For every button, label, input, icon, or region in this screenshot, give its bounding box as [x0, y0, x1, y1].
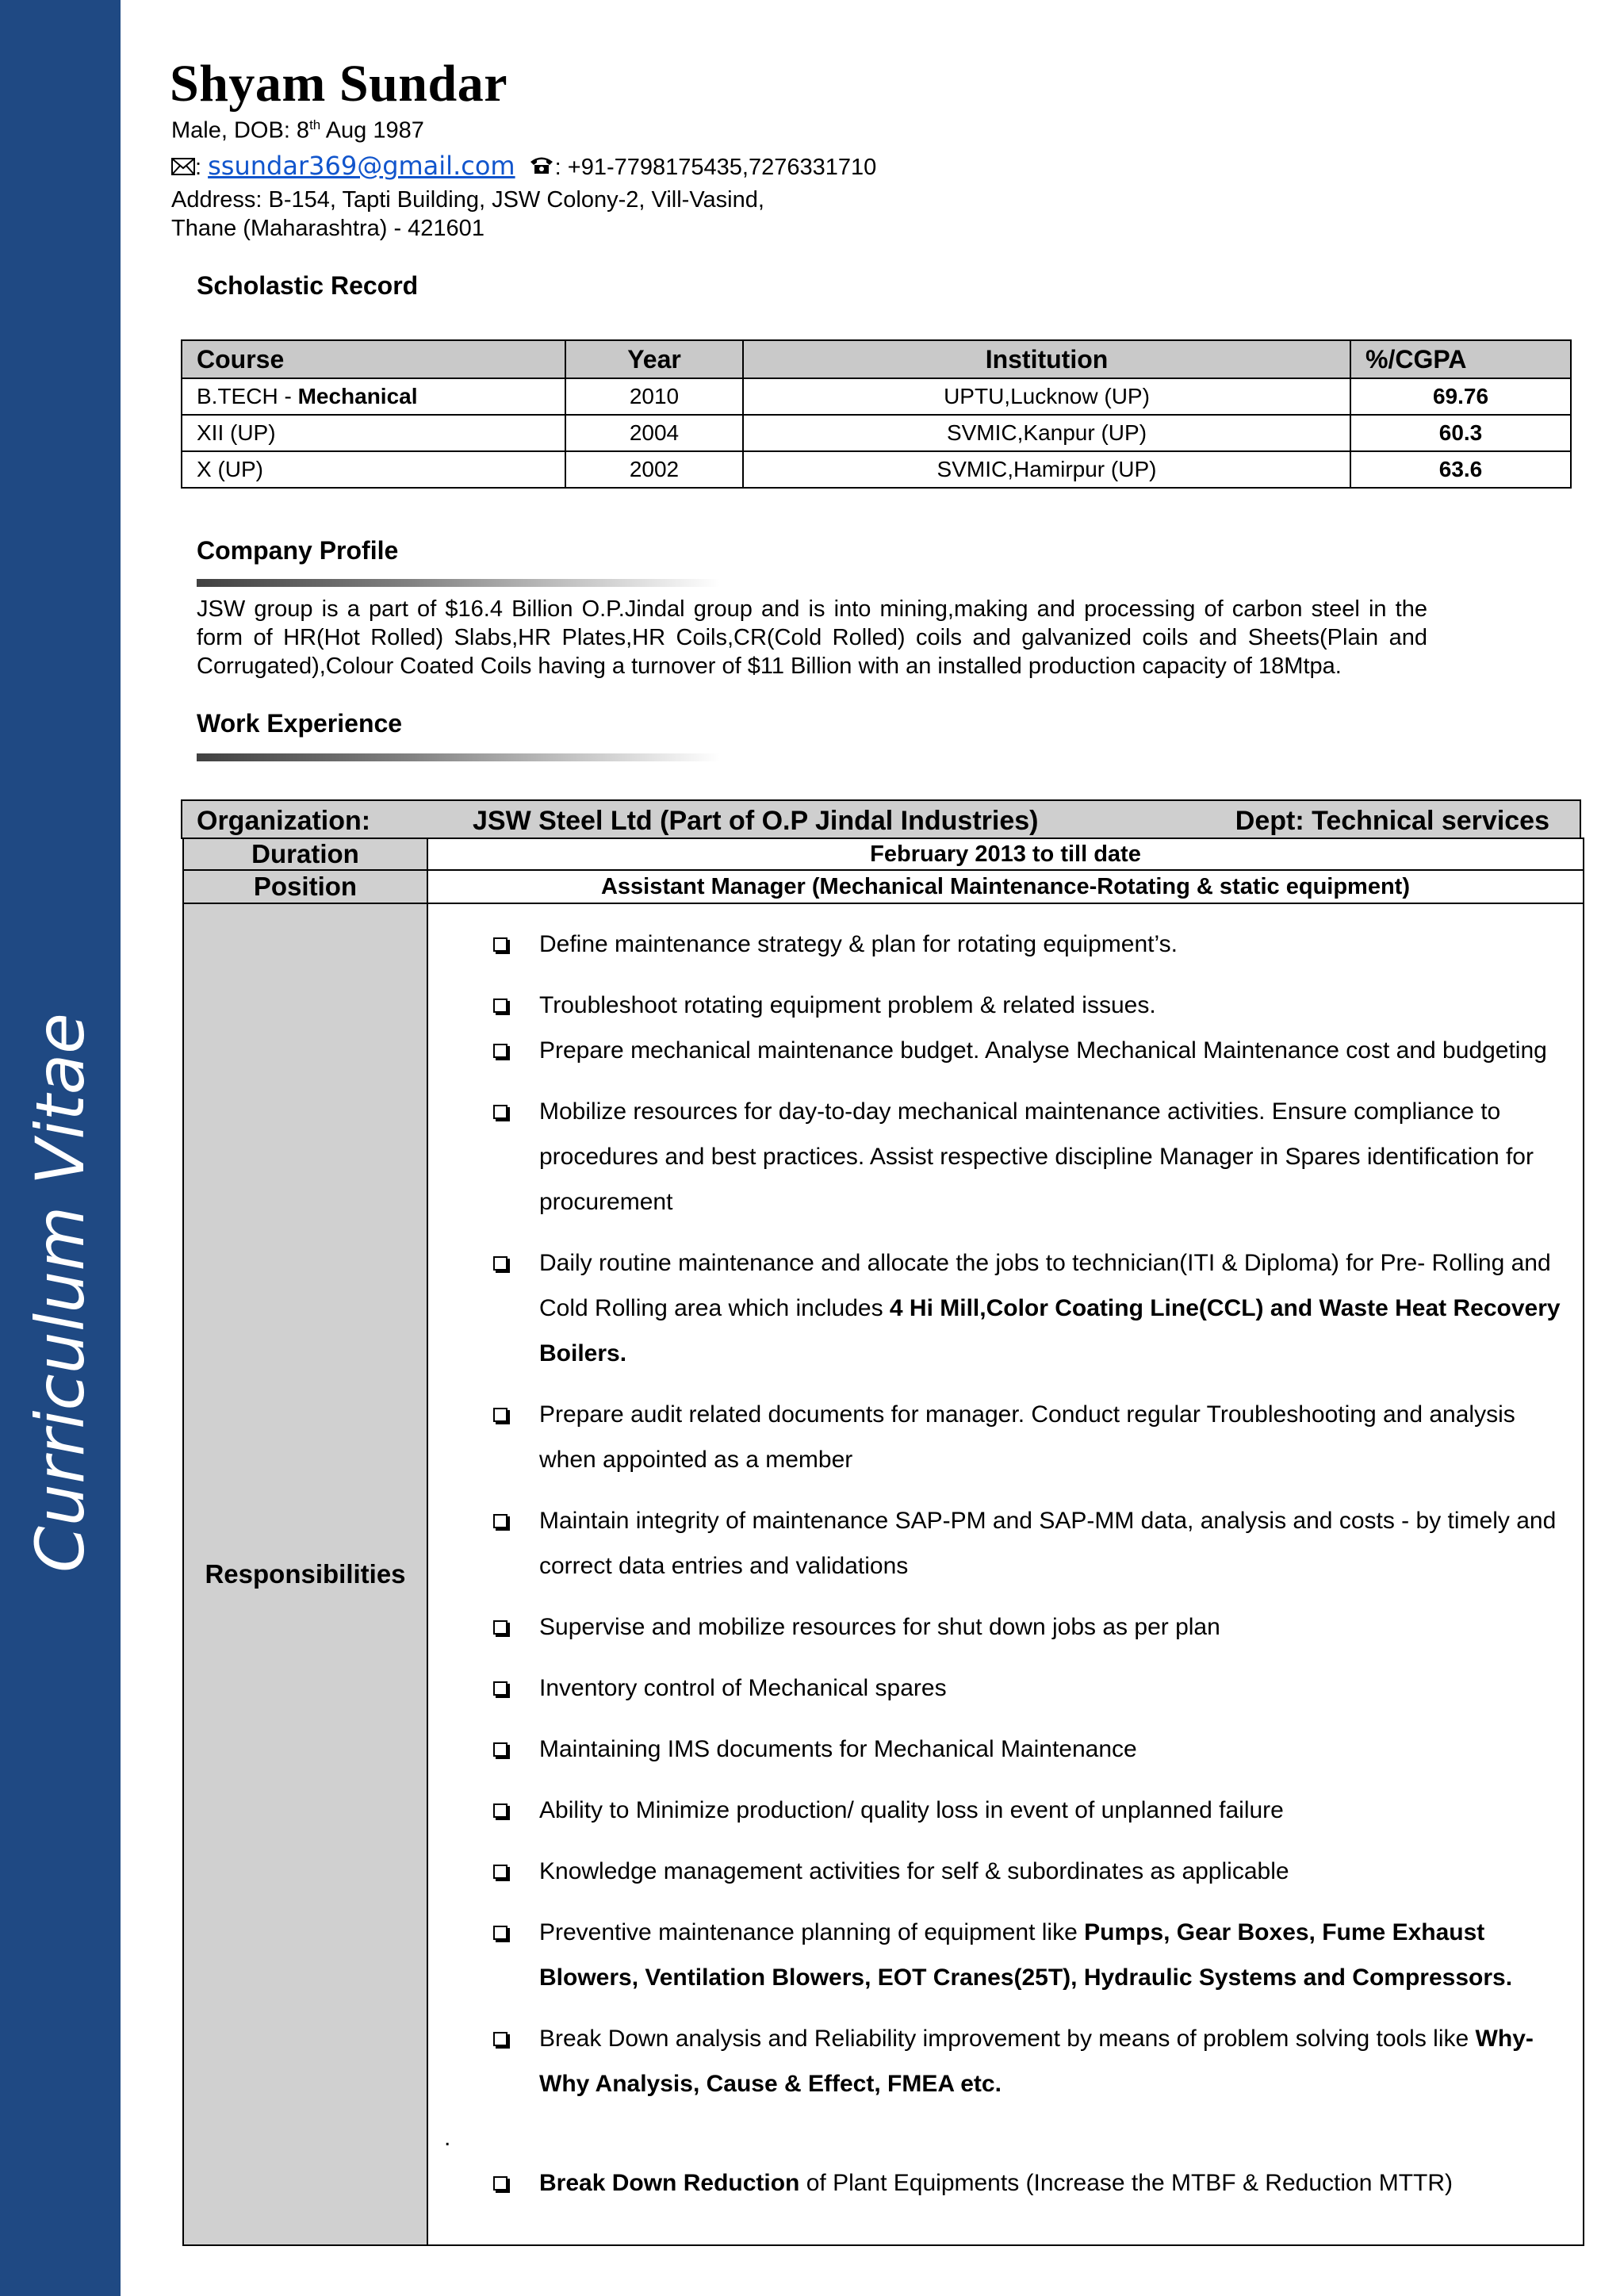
organization-bar: [181, 799, 1581, 839]
contact-line: : ssundar369@gmail.com : +91-7798175435,7276331710: [171, 151, 876, 182]
stray-dot: .: [444, 2125, 451, 2151]
list-item: Break Down Reduction of Plant Equipments (Increase the MTBF & Reduction MTTR): [428, 2160, 1573, 2206]
year-cell: 2010: [565, 378, 743, 415]
list-item: Ability to Minimize production/ quality loss in event of unplanned failure: [428, 1788, 1573, 1833]
duration-value: February 2013 to till date: [427, 838, 1584, 870]
course-cell: X (UP): [182, 451, 565, 488]
list-item: Mobilize resources for day-to-day mechanical maintenance activities. Ensure compliance to procedures and best practices. Assist respective discipline Manager in Spares identification for procurement: [428, 1089, 1573, 1225]
institution-cell: SVMIC,Hamirpur (UP): [743, 451, 1350, 488]
table-header-row: [182, 340, 1571, 378]
position-value: Assistant Manager (Mechanical Maintenance-Rotating & static equipment): [427, 870, 1584, 903]
candidate-name: Shyam Sundar: [170, 55, 508, 113]
section-divider: [197, 753, 720, 761]
org-name: JSW Steel Ltd (Part of O.P Jindal Industries): [473, 806, 1039, 836]
position-row: [183, 870, 1584, 903]
duration-row: [183, 838, 1584, 870]
list-item: Supervise and mobilize resources for shut down jobs as per plan: [428, 1604, 1573, 1650]
responsibilities-row: [183, 903, 1584, 2245]
table-row: [182, 451, 1571, 488]
list-item: Daily routine maintenance and allocate the jobs to technician(ITI & Diploma) for Pre- Rolling and Cold Rolling area which includes 4 Hi Mill,Color Coating Line(CCL) and Waste Heat Recovery Boilers.: [428, 1240, 1573, 1376]
year-cell: 2004: [565, 415, 743, 451]
list-item: Knowledge management activities for self & subordinates as applicable: [428, 1849, 1573, 1894]
list-item: Inventory control of Mechanical spares: [428, 1665, 1573, 1711]
col-year: Year: [565, 340, 743, 378]
department: Dept: Technical services: [1235, 806, 1549, 836]
col-cgpa: %/CGPA: [1350, 340, 1571, 378]
responsibilities-label: Responsibilities: [183, 903, 427, 2245]
email-link[interactable]: ssundar369@gmail.com: [208, 151, 515, 181]
list-item: Prepare audit related documents for manager. Conduct regular Troubleshooting and analysis when appointed as a member: [428, 1392, 1573, 1482]
list-item: Maintaining IMS documents for Mechanical Maintenance: [428, 1727, 1573, 1772]
sidebar-title: Curriculum Vitae: [21, 1013, 99, 1573]
list-item: Maintain integrity of maintenance SAP-PM and SAP-MM data, analysis and costs - by timely and correct data entries and validations: [428, 1498, 1573, 1589]
company-profile-title: Company Profile: [197, 536, 399, 565]
col-course: Course: [182, 340, 565, 378]
table-row: [182, 415, 1571, 451]
address-line-1: Address: B-154, Tapti Building, JSW Colony-2, Vill-Vasind,: [171, 187, 764, 213]
responsibilities-list: [428, 904, 1583, 2229]
score-cell: 60.3: [1350, 415, 1571, 451]
institution-cell: UPTU,Lucknow (UP): [743, 378, 1350, 415]
envelope-icon: [171, 155, 195, 182]
section-divider: [197, 579, 720, 587]
job-table: [182, 838, 1584, 2246]
score-cell: 63.6: [1350, 451, 1571, 488]
col-institution: Institution: [743, 340, 1350, 378]
course-cell: XII (UP): [182, 415, 565, 451]
list-item: Troubleshoot rotating equipment problem & related issues.: [428, 983, 1573, 1028]
list-item: Prepare mechanical maintenance budget. Analyse Mechanical Maintenance cost and budgeting: [428, 1028, 1573, 1073]
phone-numbers: : +91-7798175435,7276331710: [554, 155, 877, 180]
responsibilities-cell: [427, 903, 1584, 2245]
work-experience-title: Work Experience: [197, 709, 403, 738]
org-label: Organization:: [197, 806, 371, 836]
institution-cell: SVMIC,Kanpur (UP): [743, 415, 1350, 451]
company-profile-text: JSW group is a part of $16.4 Billion O.P.Jindal group and is into mining,making and processing of carbon steel in the form of HR(Hot Rolled) Slabs,HR Plates,HR Coils,CR(Cold Rolled) coils and galvanized coils and Sheets(Plain and Corrugated),Colour Coated Coils having a turnover of $11 Billion with an installed production capacity of 18Mtpa.: [197, 596, 1427, 679]
gender-dob: Male, DOB: 8th Aug 1987: [171, 117, 424, 144]
position-label: Position: [183, 870, 427, 903]
year-cell: 2002: [565, 451, 743, 488]
sidebar-band: [0, 0, 121, 2296]
scholastic-table: [181, 339, 1572, 489]
table-row: [182, 378, 1571, 415]
scholastic-title: Scholastic Record: [197, 271, 419, 300]
list-item: Break Down analysis and Reliability improvement by means of problem solving tools like Why-Why Analysis, Cause & Effect, FMEA etc.: [428, 2016, 1573, 2106]
address-line-2: Thane (Maharashtra) - 421601: [171, 216, 485, 241]
list-item: Define maintenance strategy & plan for rotating equipment’s.: [428, 922, 1573, 967]
course-cell: B.TECH - Mechanical: [182, 378, 565, 415]
list-item: Preventive maintenance planning of equipment like Pumps, Gear Boxes, Fume Exhaust Blowers, Ventilation Blowers, EOT Cranes(25T), Hydraulic Systems and Compressors.: [428, 1910, 1573, 2000]
duration-label: Duration: [183, 838, 427, 870]
phone-icon: [528, 155, 555, 182]
score-cell: 69.76: [1350, 378, 1571, 415]
